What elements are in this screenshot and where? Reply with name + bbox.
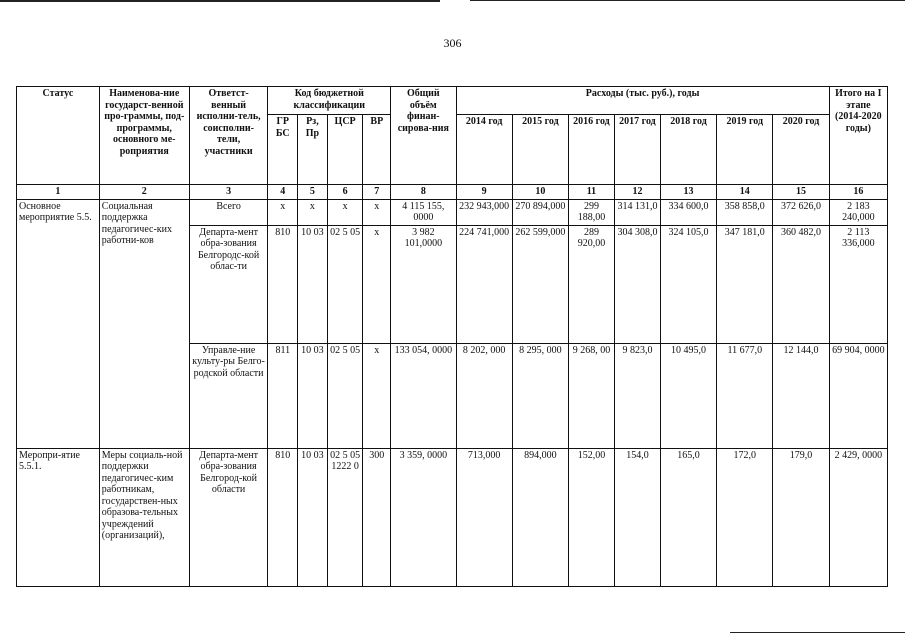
header-vr: ВР xyxy=(363,115,391,185)
cell-2018: 10 495,0 xyxy=(660,343,716,448)
cell-2014: 8 202, 000 xyxy=(456,343,512,448)
cell-2014: 224 741,000 xyxy=(456,225,512,343)
column-number: 5 xyxy=(298,185,328,200)
page-number: 306 xyxy=(443,36,462,50)
cell-2017: 154,0 xyxy=(614,448,660,586)
column-number: 6 xyxy=(327,185,363,200)
row-executor: Управле-ние культу-ры Белго-родской области xyxy=(189,343,268,448)
cell-2016: 289 920,00 xyxy=(568,225,614,343)
column-number: 14 xyxy=(717,185,773,200)
scan-edge-top xyxy=(0,0,440,2)
cell-2020: 179,0 xyxy=(773,448,829,586)
cell-vr: х xyxy=(363,343,391,448)
cell-2017: 314 131,0 xyxy=(614,199,660,225)
column-number-row xyxy=(17,185,888,200)
column-number: 9 xyxy=(456,185,512,200)
header-year-2016: 2016 год xyxy=(568,115,614,185)
header-status: Статус xyxy=(17,87,100,185)
header-year-2017: 2017 год xyxy=(614,115,660,185)
column-number: 4 xyxy=(268,185,298,200)
header-name: Наименова-ние государст-венной про-граммы, под-программы, основного ме-роприятия xyxy=(99,87,189,185)
column-number: 16 xyxy=(829,185,887,200)
header-budget-code: Код бюджетной классификации xyxy=(268,87,391,115)
column-number: 7 xyxy=(363,185,391,200)
cell-total: 133 054, 0000 xyxy=(391,343,456,448)
column-number: 12 xyxy=(614,185,660,200)
cell-stage-total: 2 429, 0000 xyxy=(829,448,887,586)
cell-grbs: 810 xyxy=(268,225,298,343)
header-csr: ЦСР xyxy=(327,115,363,185)
column-number: 1 xyxy=(17,185,100,200)
row-name: Меры социаль-ной поддержки педагогичес-ким работникам, государствен-ных образова-тельных учреждений (организаций), xyxy=(99,448,189,586)
cell-total: 4 115 155, 0000 xyxy=(391,199,456,225)
cell-total: 3 982 101,0000 xyxy=(391,225,456,343)
cell-2015: 262 599,000 xyxy=(512,225,568,343)
cell-rz-pr: 10 03 xyxy=(298,448,328,586)
cell-2019: 347 181,0 xyxy=(717,225,773,343)
column-number: 2 xyxy=(99,185,189,200)
cell-vr: х xyxy=(363,225,391,343)
header-executor: Ответст-венный исполни-тель, соисполни-тели, участники xyxy=(189,87,268,185)
cell-2017: 304 308,0 xyxy=(614,225,660,343)
cell-vr: х xyxy=(363,199,391,225)
cell-2017: 9 823,0 xyxy=(614,343,660,448)
cell-2018: 165,0 xyxy=(660,448,716,586)
cell-csr: х xyxy=(327,199,363,225)
row-executor: Всего xyxy=(189,199,268,225)
header-year-2018: 2018 год xyxy=(660,115,716,185)
budget-table xyxy=(16,86,888,587)
cell-2016: 152,00 xyxy=(568,448,614,586)
cell-2014: 713,000 xyxy=(456,448,512,586)
column-number: 11 xyxy=(568,185,614,200)
scan-edge-bottom xyxy=(730,632,905,633)
cell-2016: 9 268, 00 xyxy=(568,343,614,448)
row-executor: Департа-мент обра-зования Белгородс-кой облас-ти xyxy=(189,225,268,343)
cell-2020: 372 626,0 xyxy=(773,199,829,225)
scan-edge-top-right xyxy=(470,0,905,1)
row-name: Социальная поддержка педагогичес-ких работни-ков xyxy=(99,199,189,448)
header-year-2020: 2020 год xyxy=(773,115,829,185)
header-year-2015: 2015 год xyxy=(512,115,568,185)
column-number: 13 xyxy=(660,185,716,200)
row-status: Основное мероприятие 5.5. xyxy=(17,199,100,448)
cell-stage-total: 2 113 336,000 xyxy=(829,225,887,343)
column-number: 10 xyxy=(512,185,568,200)
column-number: 8 xyxy=(391,185,456,200)
cell-csr: 02 5 05 1222 0 xyxy=(327,448,363,586)
column-number: 3 xyxy=(189,185,268,200)
cell-grbs: 811 xyxy=(268,343,298,448)
cell-2018: 334 600,0 xyxy=(660,199,716,225)
cell-2016: 299 188,00 xyxy=(568,199,614,225)
cell-grbs: 810 xyxy=(268,448,298,586)
header-stage-total: Итого на I этапе (2014-2020 годы) xyxy=(829,87,887,185)
cell-2018: 324 105,0 xyxy=(660,225,716,343)
cell-2019: 11 677,0 xyxy=(717,343,773,448)
row-status: Меропри-ятие 5.5.1. xyxy=(17,448,100,586)
header-year-2014: 2014 год xyxy=(456,115,512,185)
cell-total: 3 359, 0000 xyxy=(391,448,456,586)
table-row xyxy=(17,199,888,225)
cell-stage-total: 2 183 240,000 xyxy=(829,199,887,225)
header-expenses: Расходы (тыс. руб.), годы xyxy=(456,87,829,115)
cell-2019: 172,0 xyxy=(717,448,773,586)
table-row xyxy=(17,448,888,586)
cell-2015: 8 295, 000 xyxy=(512,343,568,448)
cell-csr: 02 5 05 xyxy=(327,343,363,448)
cell-stage-total: 69 904, 0000 xyxy=(829,343,887,448)
column-number: 15 xyxy=(773,185,829,200)
cell-2014: 232 943,000 xyxy=(456,199,512,225)
cell-2015: 270 894,000 xyxy=(512,199,568,225)
cell-rz-pr: х xyxy=(298,199,328,225)
cell-rz-pr: 10 03 xyxy=(298,343,328,448)
header-year-2019: 2019 год xyxy=(717,115,773,185)
header-rz-pr: Рз, Пр xyxy=(298,115,328,185)
cell-grbs: х xyxy=(268,199,298,225)
cell-2019: 358 858,0 xyxy=(717,199,773,225)
cell-2015: 894,000 xyxy=(512,448,568,586)
cell-csr: 02 5 05 xyxy=(327,225,363,343)
header-grbs: ГР БС xyxy=(268,115,298,185)
cell-rz-pr: 10 03 xyxy=(298,225,328,343)
cell-vr: 300 xyxy=(363,448,391,586)
cell-2020: 360 482,0 xyxy=(773,225,829,343)
header-total-volume: Общий объём финан-сирова-ния xyxy=(391,87,456,185)
row-executor: Департа-мент обра-зования Белгород-кой области xyxy=(189,448,268,586)
cell-2020: 12 144,0 xyxy=(773,343,829,448)
